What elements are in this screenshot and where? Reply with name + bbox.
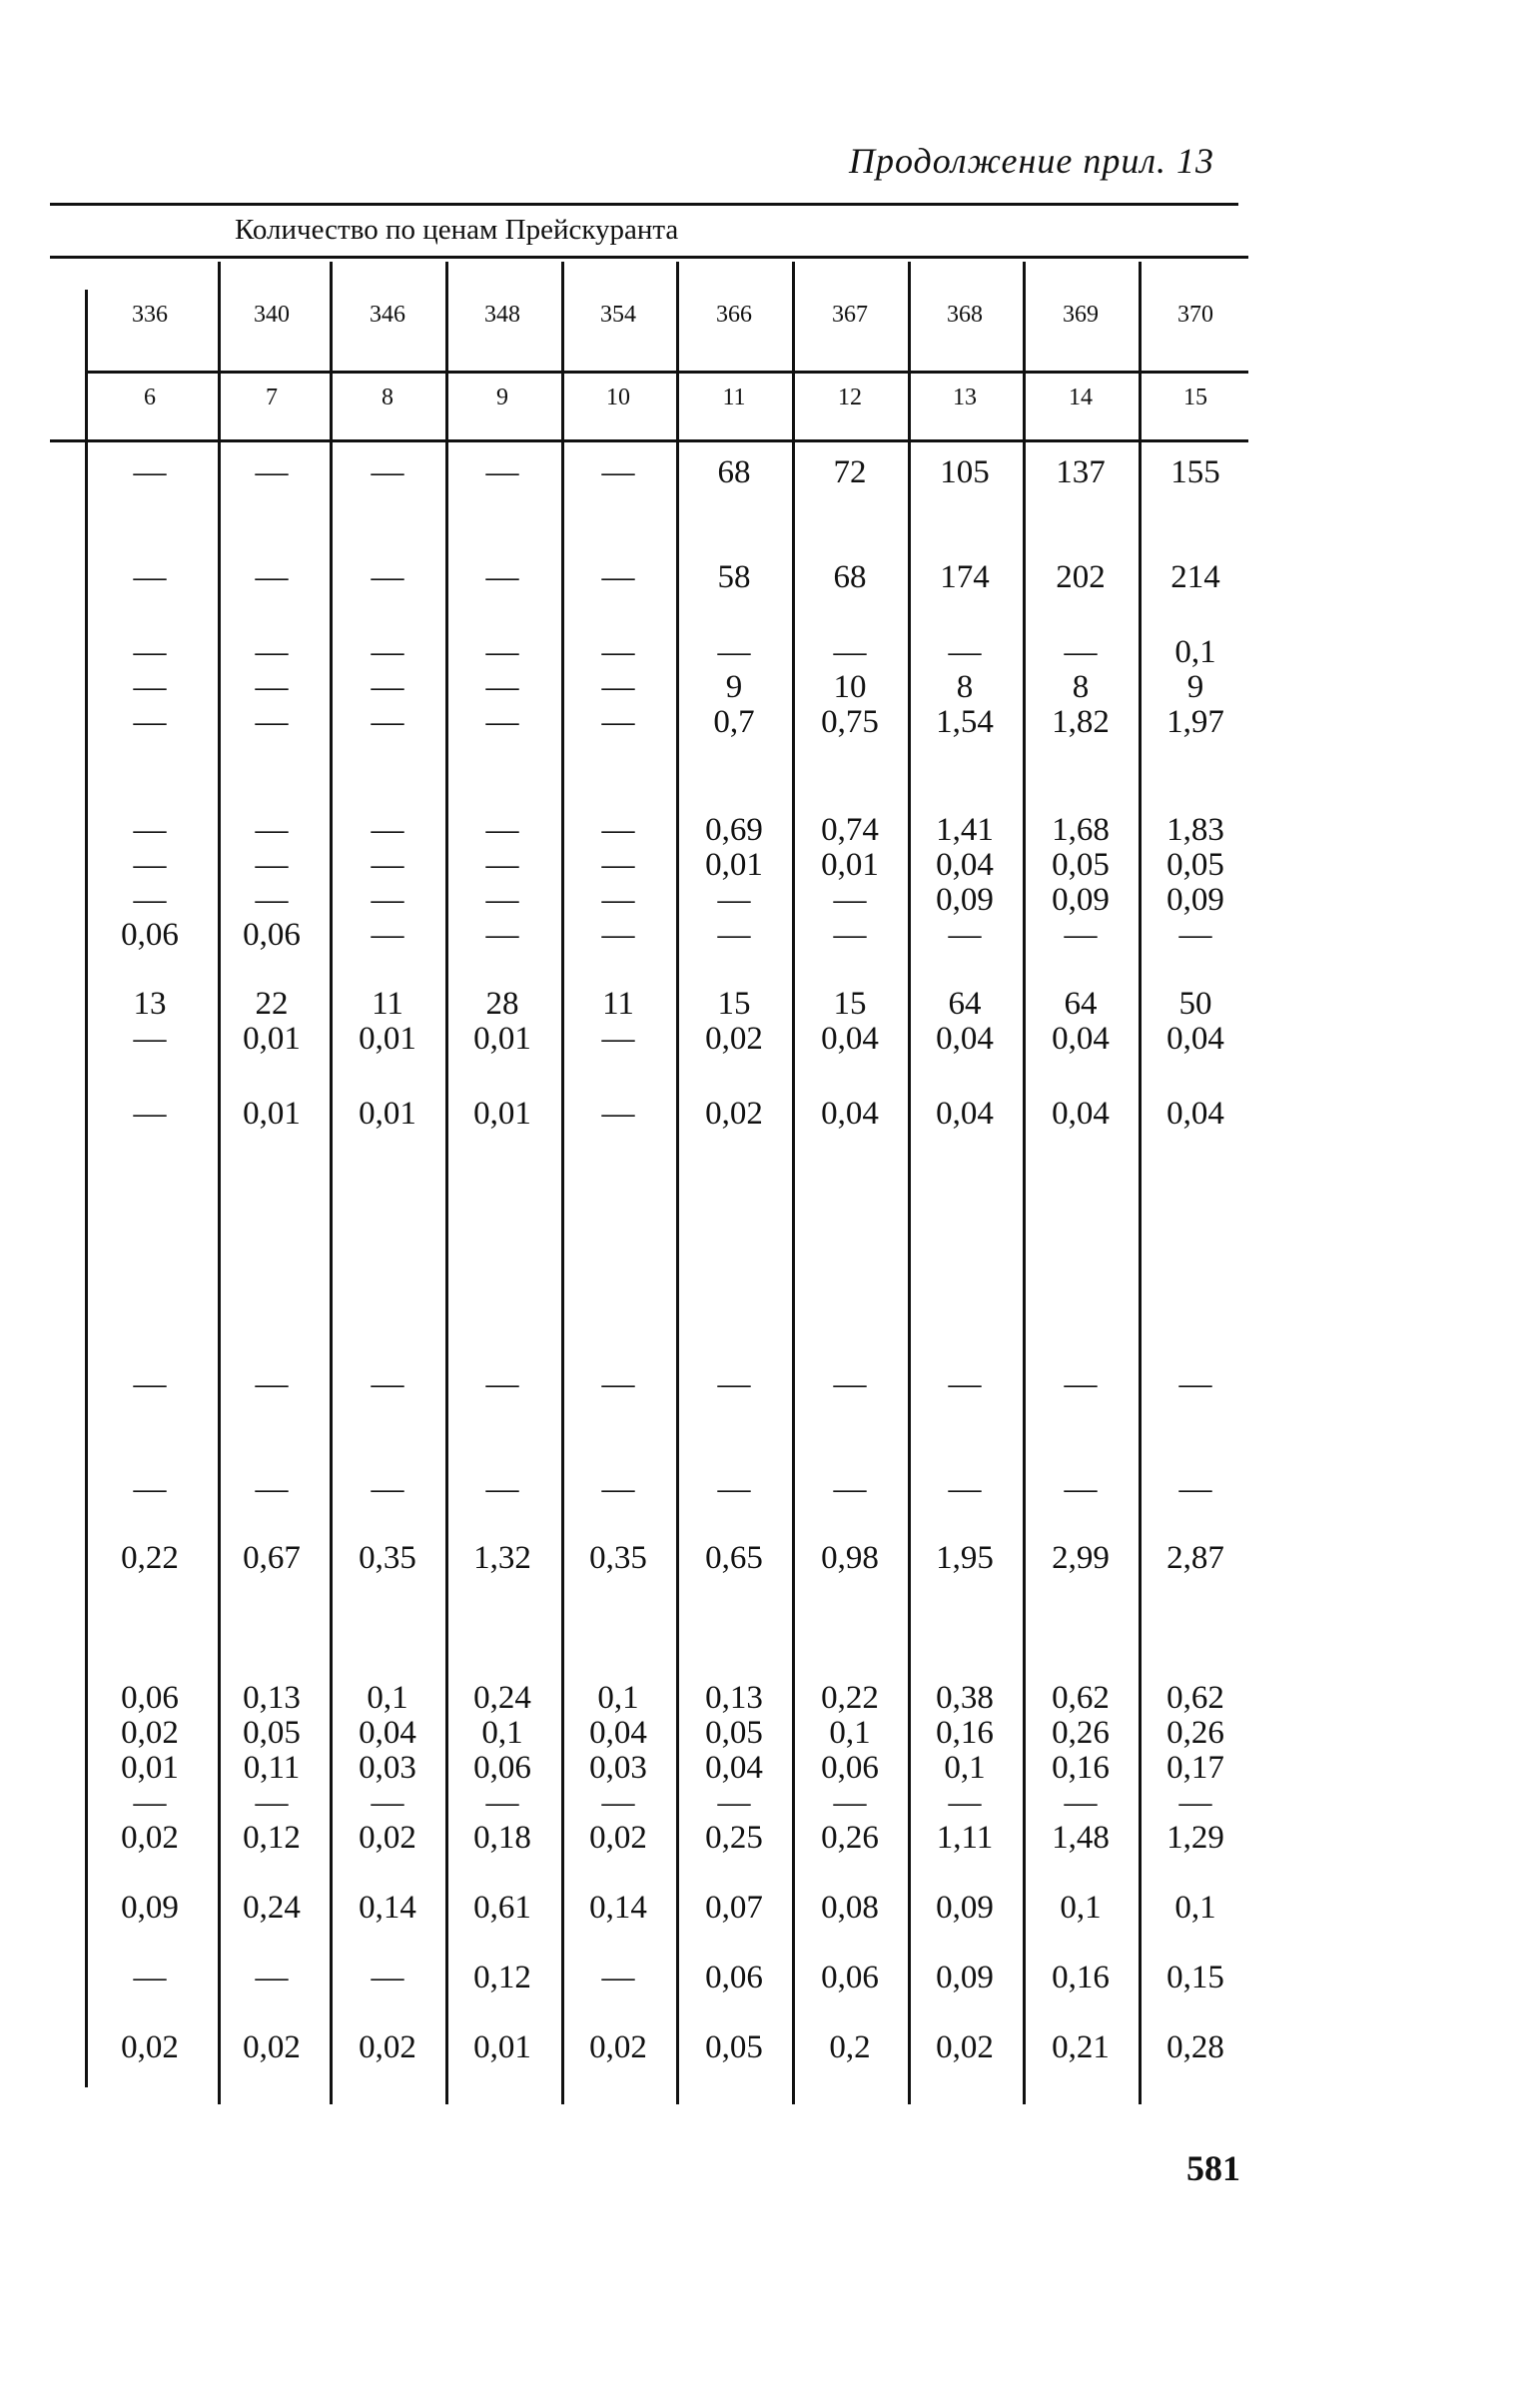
table-cell: 0,04 bbox=[936, 1021, 994, 1057]
table-cell: 0,04 bbox=[1166, 1021, 1224, 1057]
table-cell: — bbox=[371, 634, 404, 670]
table-cell: — bbox=[371, 847, 404, 883]
page-number: 581 bbox=[1186, 2148, 1240, 2188]
table-cell: — bbox=[601, 882, 635, 918]
table-cell: 0,01 bbox=[821, 847, 879, 883]
table-cell: 0,04 bbox=[589, 1715, 647, 1751]
table-cell: — bbox=[601, 1366, 635, 1402]
table-cell: — bbox=[601, 1021, 635, 1057]
column-price: 367 bbox=[832, 302, 868, 328]
table-cell: 155 bbox=[1170, 454, 1220, 490]
table-cell: — bbox=[485, 1785, 519, 1821]
table-cell: 0,12 bbox=[473, 1960, 531, 1995]
table-cell: 0,09 bbox=[1166, 882, 1224, 918]
table-cell: 0,24 bbox=[473, 1680, 531, 1716]
table-cell: 1,82 bbox=[1052, 704, 1110, 740]
table-cell: — bbox=[255, 559, 289, 595]
table-cell: 72 bbox=[833, 454, 867, 490]
table-cell: 0,17 bbox=[1166, 1750, 1224, 1786]
table-cell: — bbox=[833, 1785, 867, 1821]
table-cell: 0,12 bbox=[243, 1820, 301, 1856]
table-cell: — bbox=[833, 1471, 867, 1507]
table-cell: 0,02 bbox=[359, 2029, 416, 2065]
table-cell: 11 bbox=[372, 986, 403, 1022]
table-cell: — bbox=[485, 1366, 519, 1402]
table-cell: 64 bbox=[1064, 986, 1098, 1022]
column-index: 10 bbox=[606, 385, 630, 410]
table-cell: — bbox=[833, 917, 867, 953]
table-cell: 174 bbox=[940, 559, 990, 595]
table-cell: 0,01 bbox=[359, 1096, 416, 1132]
table-cell: 0,1 bbox=[1174, 1890, 1216, 1926]
table-cell: 0,05 bbox=[705, 2029, 763, 2065]
table-cell: — bbox=[485, 917, 519, 953]
table-cell: — bbox=[717, 1785, 751, 1821]
column-price: 348 bbox=[484, 302, 520, 328]
table-cell: 13 bbox=[133, 986, 167, 1022]
table-cell: 0,04 bbox=[705, 1750, 763, 1786]
table-cell: — bbox=[133, 847, 167, 883]
table-cell: 0,04 bbox=[1166, 1096, 1224, 1132]
table-cell: 0,02 bbox=[121, 1715, 179, 1751]
table-cell: 0,02 bbox=[359, 1820, 416, 1856]
table-cell: 0,22 bbox=[821, 1680, 879, 1716]
table-cell: — bbox=[717, 917, 751, 953]
table-cell: 0,01 bbox=[243, 1096, 301, 1132]
table-cell: — bbox=[255, 669, 289, 705]
table-cell: — bbox=[601, 559, 635, 595]
table-cell: — bbox=[133, 1471, 167, 1507]
column-index: 15 bbox=[1183, 385, 1207, 410]
table-cell: 9 bbox=[1186, 669, 1204, 705]
table-cell: 0,01 bbox=[473, 1021, 531, 1057]
table-cell: — bbox=[133, 1021, 167, 1057]
table-cell: 0,05 bbox=[1166, 847, 1224, 883]
table-cell: 9 bbox=[725, 669, 743, 705]
table-cell: 10 bbox=[833, 669, 867, 705]
table-cell: — bbox=[255, 847, 289, 883]
table-cell: 0,18 bbox=[473, 1820, 531, 1856]
column-index: 13 bbox=[953, 385, 977, 410]
table-cell: — bbox=[485, 812, 519, 848]
table-cell: 0,75 bbox=[821, 704, 879, 740]
table-cell: — bbox=[133, 1785, 167, 1821]
table-cell: 0,09 bbox=[121, 1890, 179, 1926]
table-cell: — bbox=[255, 1366, 289, 1402]
table-cell: — bbox=[1178, 1471, 1212, 1507]
table-cell: 58 bbox=[717, 559, 751, 595]
table-cell: 8 bbox=[1072, 669, 1090, 705]
table-cell: 0,62 bbox=[1052, 1680, 1110, 1716]
table-cell: — bbox=[133, 704, 167, 740]
table-cell: — bbox=[255, 1785, 289, 1821]
table-cell: 0,03 bbox=[589, 1750, 647, 1786]
table-cell: — bbox=[948, 1785, 982, 1821]
table-cell: 0,1 bbox=[829, 1715, 871, 1751]
table-cell: 0,01 bbox=[121, 1750, 179, 1786]
table-cell: 0,1 bbox=[1174, 634, 1216, 670]
table-cell: 1,29 bbox=[1166, 1820, 1224, 1856]
table-cell: — bbox=[371, 559, 404, 595]
table-cell: — bbox=[833, 1366, 867, 1402]
table-cell: 0,24 bbox=[243, 1890, 301, 1926]
table-cell: — bbox=[601, 1471, 635, 1507]
column-divider bbox=[85, 290, 88, 2087]
table-cell: 0,16 bbox=[1052, 1960, 1110, 1995]
column-price: 370 bbox=[1177, 302, 1213, 328]
table-cell: 0,38 bbox=[936, 1680, 994, 1716]
table-cell: 0,2 bbox=[829, 2029, 871, 2065]
table-cell: 1,41 bbox=[936, 812, 994, 848]
table-cell: 0,01 bbox=[243, 1021, 301, 1057]
table-cell: — bbox=[133, 1096, 167, 1132]
table-cell: 68 bbox=[717, 454, 751, 490]
column-price: 366 bbox=[716, 302, 752, 328]
table-cell: 0,09 bbox=[936, 1960, 994, 1995]
table-cell: 0,05 bbox=[1052, 847, 1110, 883]
column-index: 8 bbox=[382, 385, 393, 410]
column-index: 7 bbox=[266, 385, 278, 410]
table-cell: 1,97 bbox=[1166, 704, 1224, 740]
table-cell: — bbox=[601, 847, 635, 883]
table-cell: — bbox=[255, 812, 289, 848]
table-cell: 0,13 bbox=[705, 1680, 763, 1716]
table-cell: — bbox=[601, 1960, 635, 1995]
table-cell: 0,09 bbox=[936, 882, 994, 918]
table-cell: — bbox=[717, 1366, 751, 1402]
table-cell: 105 bbox=[940, 454, 990, 490]
table-cell: 2,99 bbox=[1052, 1540, 1110, 1576]
column-index: 6 bbox=[144, 385, 156, 410]
table-cell: 0,06 bbox=[705, 1960, 763, 1995]
table-cell: 0,74 bbox=[821, 812, 879, 848]
table-cell: — bbox=[601, 917, 635, 953]
table-cell: 11 bbox=[602, 986, 634, 1022]
table-cell: — bbox=[371, 1366, 404, 1402]
table-cell: 0,01 bbox=[473, 2029, 531, 2065]
table-cell: — bbox=[485, 454, 519, 490]
continuation-caption: Продолжение прил. 13 bbox=[849, 141, 1215, 181]
table-cell: 0,02 bbox=[589, 2029, 647, 2065]
column-index: 12 bbox=[838, 385, 862, 410]
table-cell: 0,7 bbox=[713, 704, 755, 740]
table-cell: — bbox=[371, 1471, 404, 1507]
table-cell: 0,01 bbox=[473, 1096, 531, 1132]
table-cell: — bbox=[601, 812, 635, 848]
table-cell: 0,28 bbox=[1166, 2029, 1224, 2065]
table-cell: — bbox=[601, 704, 635, 740]
table-cell: 0,98 bbox=[821, 1540, 879, 1576]
table-cell: — bbox=[485, 1471, 519, 1507]
table-cell: 50 bbox=[1178, 986, 1212, 1022]
table-cell: 0,67 bbox=[243, 1540, 301, 1576]
table-cell: 137 bbox=[1056, 454, 1106, 490]
table-cell: 0,06 bbox=[243, 917, 301, 953]
table-cell: — bbox=[601, 454, 635, 490]
column-price: 340 bbox=[254, 302, 290, 328]
table-cell: 0,1 bbox=[1060, 1890, 1102, 1926]
table-cell: — bbox=[255, 1960, 289, 1995]
table-cell: 0,06 bbox=[121, 917, 179, 953]
table-cell: 0,14 bbox=[589, 1890, 647, 1926]
table-cell: 0,06 bbox=[821, 1750, 879, 1786]
table-cell: 0,15 bbox=[1166, 1960, 1224, 1995]
column-price: 336 bbox=[132, 302, 168, 328]
table-cell: 0,35 bbox=[589, 1540, 647, 1576]
table-cell: — bbox=[601, 1096, 635, 1132]
table-cell: 0,69 bbox=[705, 812, 763, 848]
table-cell: 22 bbox=[255, 986, 289, 1022]
table-cell: — bbox=[1064, 1471, 1098, 1507]
table-cell: — bbox=[601, 1785, 635, 1821]
table-cell: — bbox=[485, 559, 519, 595]
table-cell: 0,06 bbox=[121, 1680, 179, 1716]
table-cell: 1,32 bbox=[473, 1540, 531, 1576]
table-cell: — bbox=[371, 454, 404, 490]
table-cell: 0,16 bbox=[936, 1715, 994, 1751]
table-cell: — bbox=[133, 1960, 167, 1995]
table-cell: — bbox=[371, 917, 404, 953]
table-cell: 0,06 bbox=[473, 1750, 531, 1786]
table-cell: — bbox=[255, 454, 289, 490]
table-cell: 0,26 bbox=[821, 1820, 879, 1856]
header-rule bbox=[50, 256, 1248, 259]
table-cell: — bbox=[1178, 917, 1212, 953]
table-cell: 0,26 bbox=[1052, 1715, 1110, 1751]
table-cell: 0,04 bbox=[359, 1715, 416, 1751]
table-cell: — bbox=[948, 1471, 982, 1507]
table-cell: 0,09 bbox=[936, 1890, 994, 1926]
table-cell: 0,05 bbox=[705, 1715, 763, 1751]
table-cell: 0,1 bbox=[481, 1715, 523, 1751]
table-cell: 68 bbox=[833, 559, 867, 595]
table-cell: 0,08 bbox=[821, 1890, 879, 1926]
table-cell: — bbox=[833, 634, 867, 670]
column-price: 369 bbox=[1063, 302, 1099, 328]
table-cell: 0,05 bbox=[243, 1715, 301, 1751]
table-cell: — bbox=[1178, 1785, 1212, 1821]
table-cell: — bbox=[133, 1366, 167, 1402]
table-cell: — bbox=[948, 1366, 982, 1402]
table-cell: 0,01 bbox=[359, 1021, 416, 1057]
table-cell: — bbox=[948, 634, 982, 670]
table-cell: — bbox=[133, 812, 167, 848]
table-cell: — bbox=[255, 882, 289, 918]
table-cell: — bbox=[133, 882, 167, 918]
table-cell: — bbox=[601, 669, 635, 705]
table-cell: — bbox=[485, 882, 519, 918]
table-cell: 0,09 bbox=[1052, 882, 1110, 918]
table-cell: 0,06 bbox=[821, 1960, 879, 1995]
table-cell: 15 bbox=[833, 986, 867, 1022]
top-rule bbox=[50, 203, 1238, 206]
table-cell: 0,02 bbox=[936, 2029, 994, 2065]
table-cell: 0,11 bbox=[243, 1750, 301, 1786]
table-cell: 0,65 bbox=[705, 1540, 763, 1576]
table-cell: 0,04 bbox=[1052, 1021, 1110, 1057]
table-cell: 0,07 bbox=[705, 1890, 763, 1926]
index-rule bbox=[85, 371, 1248, 374]
table-cell: 0,1 bbox=[367, 1680, 408, 1716]
table-cell: — bbox=[485, 704, 519, 740]
table-cell: 0,04 bbox=[936, 1096, 994, 1132]
table-cell: 0,16 bbox=[1052, 1750, 1110, 1786]
table-cell: 0,62 bbox=[1166, 1680, 1224, 1716]
table-cell: 1,83 bbox=[1166, 812, 1224, 848]
column-price: 346 bbox=[370, 302, 405, 328]
table-cell: — bbox=[371, 1960, 404, 1995]
table-cell: — bbox=[133, 634, 167, 670]
table-cell: — bbox=[948, 917, 982, 953]
table-cell: 0,26 bbox=[1166, 1715, 1224, 1751]
table-cell: 15 bbox=[717, 986, 751, 1022]
table-cell: — bbox=[133, 669, 167, 705]
table-cell: 0,02 bbox=[121, 2029, 179, 2065]
table-cell: 0,1 bbox=[597, 1680, 639, 1716]
table-cell: — bbox=[371, 1785, 404, 1821]
table-cell: 0,61 bbox=[473, 1890, 531, 1926]
table-cell: 0,21 bbox=[1052, 2029, 1110, 2065]
group-title: Количество по ценам Прейскуранта bbox=[235, 214, 679, 246]
table-cell: 0,13 bbox=[243, 1680, 301, 1716]
column-index: 14 bbox=[1069, 385, 1093, 410]
column-index: 9 bbox=[496, 385, 508, 410]
table-cell: 28 bbox=[485, 986, 519, 1022]
table-cell: 2,87 bbox=[1166, 1540, 1224, 1576]
table-cell: 1,11 bbox=[936, 1820, 994, 1856]
table-cell: 8 bbox=[956, 669, 974, 705]
body-rule bbox=[50, 439, 1248, 442]
table-cell: 0,04 bbox=[821, 1021, 879, 1057]
table-cell: — bbox=[371, 812, 404, 848]
column-index: 11 bbox=[722, 385, 746, 410]
table-cell: — bbox=[371, 669, 404, 705]
table-cell: 0,35 bbox=[359, 1540, 416, 1576]
table-cell: 0,02 bbox=[705, 1021, 763, 1057]
table-cell: — bbox=[371, 704, 404, 740]
table-cell: — bbox=[717, 882, 751, 918]
table-cell: 0,14 bbox=[359, 1890, 416, 1926]
table-cell: 1,48 bbox=[1052, 1820, 1110, 1856]
column-price: 354 bbox=[600, 302, 636, 328]
table-cell: 0,04 bbox=[821, 1096, 879, 1132]
table-cell: 0,01 bbox=[705, 847, 763, 883]
table-cell: — bbox=[1064, 1366, 1098, 1402]
table-cell: 202 bbox=[1056, 559, 1106, 595]
table-cell: — bbox=[485, 669, 519, 705]
table-cell: — bbox=[1064, 917, 1098, 953]
table-cell: 0,25 bbox=[705, 1820, 763, 1856]
table-cell: 1,68 bbox=[1052, 812, 1110, 848]
table-cell: 0,02 bbox=[121, 1820, 179, 1856]
table-cell: 0,04 bbox=[1052, 1096, 1110, 1132]
table-cell: 0,02 bbox=[243, 2029, 301, 2065]
column-price: 368 bbox=[947, 302, 983, 328]
table-cell: — bbox=[1064, 634, 1098, 670]
table-cell: — bbox=[1064, 1785, 1098, 1821]
table-cell: — bbox=[485, 634, 519, 670]
table-cell: — bbox=[133, 559, 167, 595]
table-cell: — bbox=[133, 454, 167, 490]
table-cell: 0,1 bbox=[944, 1750, 986, 1786]
table-cell: — bbox=[485, 847, 519, 883]
table-cell: — bbox=[255, 704, 289, 740]
table-cell: 1,54 bbox=[936, 704, 994, 740]
table-cell: 64 bbox=[948, 986, 982, 1022]
table-cell: 214 bbox=[1170, 559, 1220, 595]
table-cell: 0,22 bbox=[121, 1540, 179, 1576]
table-cell: — bbox=[833, 882, 867, 918]
table-cell: — bbox=[601, 634, 635, 670]
table-cell: — bbox=[255, 634, 289, 670]
table-cell: — bbox=[717, 1471, 751, 1507]
table-cell: 0,02 bbox=[589, 1820, 647, 1856]
table-cell: 0,02 bbox=[705, 1096, 763, 1132]
table-cell: — bbox=[1178, 1366, 1212, 1402]
table-cell: — bbox=[371, 882, 404, 918]
table-cell: 1,95 bbox=[936, 1540, 994, 1576]
table-cell: 0,03 bbox=[359, 1750, 416, 1786]
table-cell: — bbox=[255, 1471, 289, 1507]
table-cell: — bbox=[717, 634, 751, 670]
table-cell: 0,04 bbox=[936, 847, 994, 883]
